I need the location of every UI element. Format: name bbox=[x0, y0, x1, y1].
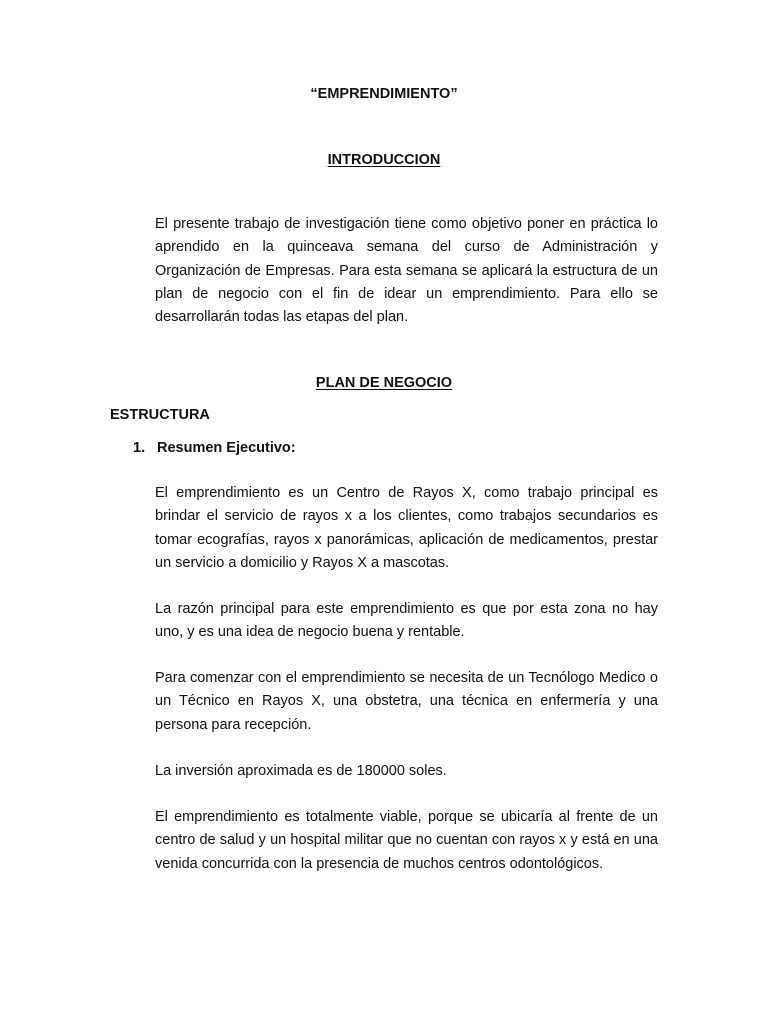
executive-summary-paragraph: La razón principal para este emprendimiento es que por esta zona no hay uno, y es una idea de negocio buena y rentable. bbox=[155, 601, 658, 641]
business-plan-heading-text: PLAN DE NEGOCIO bbox=[315, 375, 453, 391]
executive-summary-paragraph: El emprendimiento es totalmente viable, porque se ubicaría al frente de un centro de salud y un hospital militar que no cuentan con rayos x y está en una venida concurrida con la presencia de muchos centros odontológicos. bbox=[155, 809, 658, 872]
structure-heading: ESTRUCTURA bbox=[110, 407, 210, 423]
introduction-heading bbox=[0, 151, 768, 169]
introduction-heading-text: INTRODUCCION bbox=[327, 152, 441, 168]
document-title: “EMPRENDIMIENTO” bbox=[310, 86, 458, 102]
executive-summary-paragraph: El emprendimiento es un Centro de Rayos X, como trabajo principal es brindar el servicio de rayos x a los clientes, como trabajos secundarios es tomar ecografías, rayos x panorámicas, aplicación de medicamentos, prestar un servicio a domicilio y Rayos X a mascotas. bbox=[155, 485, 658, 571]
section-1-heading bbox=[133, 439, 296, 457]
section-1-title: Resumen Ejecutivo: bbox=[157, 440, 296, 456]
executive-summary-paragraph: Para comenzar con el emprendimiento se necesita de un Tecnólogo Medico o un Técnico en Rayos X, una obstetra, una técnica en enfermería y una persona para recepción. bbox=[155, 670, 658, 733]
business-plan-heading bbox=[0, 374, 768, 392]
executive-summary-paragraph: La inversión aproximada es de 180000 soles. bbox=[155, 763, 447, 779]
introduction-paragraph: El presente trabajo de investigación tiene como objetivo poner en práctica lo aprendido en la quinceava semana del curso de Administración y Organización de Empresas. Para esta semana se aplicará la estructura de un plan de negocio con el fin de idear un emprendimiento. Para ello se desarrollarán todas las etapas del plan. bbox=[155, 216, 658, 326]
section-1-number: 1. bbox=[133, 440, 146, 456]
